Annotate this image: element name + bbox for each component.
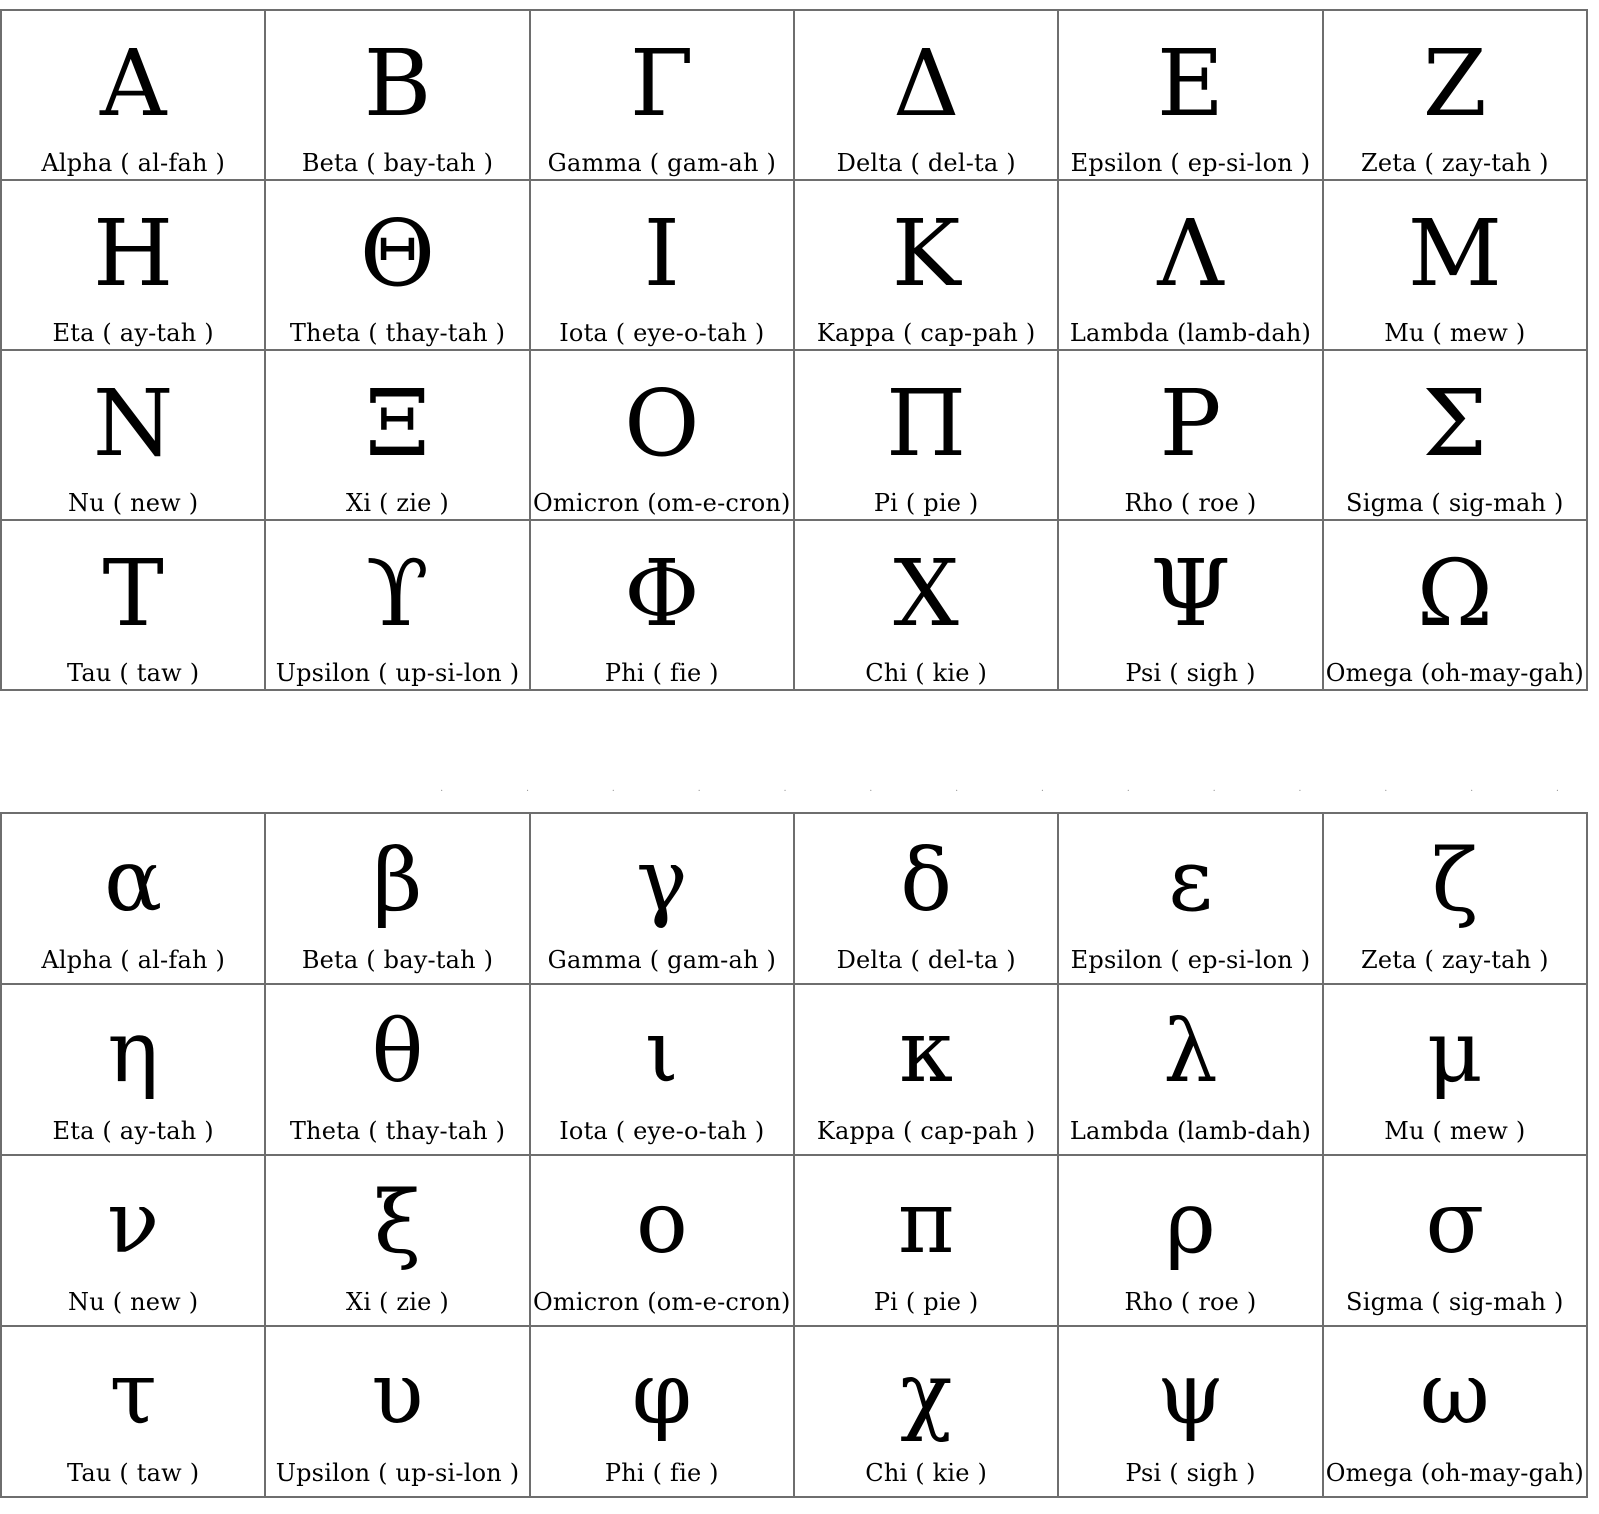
uppercase-letter-name: Epsilon ( ep-si-lon ) xyxy=(1070,149,1311,177)
uppercase-letter-glyph: Ω xyxy=(1416,540,1493,647)
lowercase-letter-cell xyxy=(266,985,530,1156)
uppercase-letter-cell xyxy=(795,11,1059,181)
uppercase-letter-name: Sigma ( sig-mah ) xyxy=(1346,489,1564,517)
uppercase-letter-glyph: Φ xyxy=(624,540,700,647)
lowercase-letter-glyph: τ xyxy=(109,1344,157,1444)
uppercase-letter-name: Xi ( zie ) xyxy=(346,489,449,517)
uppercase-letter-name: Phi ( fie ) xyxy=(604,659,719,687)
lowercase-letter-glyph: γ xyxy=(636,831,688,931)
uppercase-letter-name: Psi ( sigh ) xyxy=(1125,659,1256,687)
lowercase-letter-cell xyxy=(1324,814,1588,985)
uppercase-letter-name: Lambda (lamb-dah) xyxy=(1069,319,1312,347)
lowercase-letter-cell xyxy=(531,1327,795,1498)
lowercase-letter-glyph: υ xyxy=(371,1344,424,1444)
lowercase-letter-cell xyxy=(531,814,795,985)
uppercase-letter-cell xyxy=(1324,11,1588,181)
lowercase-letter-cell xyxy=(795,1327,1059,1498)
lowercase-letter-name: Theta ( thay-tah ) xyxy=(289,1117,506,1145)
uppercase-letter-cell xyxy=(2,181,266,351)
uppercase-letter-glyph: Κ xyxy=(891,200,961,307)
uppercase-letter-name: Zeta ( zay-tah ) xyxy=(1360,149,1549,177)
uppercase-letter-cell xyxy=(795,521,1059,691)
uppercase-letter-glyph: Τ xyxy=(102,540,164,647)
lowercase-letter-glyph: ν xyxy=(107,1173,160,1273)
uppercase-letter-glyph: Δ xyxy=(892,30,960,137)
lowercase-letter-cell xyxy=(1059,1156,1323,1327)
lowercase-letter-glyph: π xyxy=(897,1173,955,1273)
uppercase-letter-glyph: Ρ xyxy=(1159,370,1222,477)
uppercase-letter-glyph: Ζ xyxy=(1422,30,1487,137)
lowercase-letter-glyph: β xyxy=(372,831,423,931)
uppercase-letter-cell xyxy=(1324,521,1588,691)
uppercase-letter-name: Eta ( ay-tah ) xyxy=(52,319,214,347)
uppercase-letter-name: Nu ( new ) xyxy=(68,489,199,517)
lowercase-letter-glyph: ο xyxy=(635,1173,688,1273)
uppercase-letter-cell xyxy=(1324,181,1588,351)
lowercase-letter-cell xyxy=(2,985,266,1156)
uppercase-letter-glyph: Ι xyxy=(643,200,680,307)
uppercase-letter-cell xyxy=(2,521,266,691)
lowercase-letter-name: Gamma ( gam-ah ) xyxy=(547,946,777,974)
lowercase-letter-glyph: ψ xyxy=(1156,1344,1225,1444)
uppercase-letter-name: Upsilon ( up-si-lon ) xyxy=(275,659,520,687)
lowercase-letter-glyph: χ xyxy=(900,1344,953,1444)
uppercase-letter-name: Chi ( kie ) xyxy=(865,659,988,687)
uppercase-letter-cell xyxy=(531,351,795,521)
lowercase-letter-cell xyxy=(1059,814,1323,985)
uppercase-grid xyxy=(2,11,1588,691)
lowercase-letter-glyph: ζ xyxy=(1431,831,1479,931)
uppercase-letter-glyph: Λ xyxy=(1157,200,1224,307)
lowercase-letter-cell xyxy=(2,1156,266,1327)
uppercase-letter-cell xyxy=(795,181,1059,351)
lowercase-letter-cell xyxy=(1324,1327,1588,1498)
lowercase-letter-glyph: σ xyxy=(1425,1173,1485,1273)
lowercase-letter-cell xyxy=(1324,1156,1588,1327)
uppercase-letter-glyph: Α xyxy=(99,30,167,137)
lowercase-letter-name: Phi ( fie ) xyxy=(604,1459,719,1487)
uppercase-letter-name: Alpha ( al-fah ) xyxy=(41,149,226,177)
lowercase-letter-glyph: α xyxy=(104,831,163,931)
lowercase-letters-table xyxy=(0,812,1588,1498)
uppercase-letter-cell xyxy=(266,181,530,351)
lowercase-letter-name: Lambda (lamb-dah) xyxy=(1069,1117,1312,1145)
uppercase-letter-glyph: Η xyxy=(93,200,174,307)
lowercase-letter-glyph: φ xyxy=(631,1344,692,1444)
lowercase-letter-glyph: μ xyxy=(1426,1002,1483,1102)
lowercase-letter-name: Epsilon ( ep-si-lon ) xyxy=(1070,946,1311,974)
uppercase-letter-cell xyxy=(1059,11,1323,181)
lowercase-letter-glyph: η xyxy=(107,1002,159,1102)
lowercase-letter-glyph: ρ xyxy=(1165,1173,1216,1273)
uppercase-letter-cell xyxy=(531,181,795,351)
lowercase-letter-name: Sigma ( sig-mah ) xyxy=(1346,1288,1564,1316)
lowercase-letter-cell xyxy=(531,1156,795,1327)
uppercase-letter-name: Delta ( del-ta ) xyxy=(836,149,1016,177)
uppercase-letter-name: Omicron (om-e-cron) xyxy=(533,489,791,517)
uppercase-letter-name: Iota ( eye-o-tah ) xyxy=(559,319,765,347)
lowercase-letter-name: Iota ( eye-o-tah ) xyxy=(559,1117,765,1145)
lowercase-letter-cell xyxy=(2,1327,266,1498)
uppercase-letter-glyph: Ε xyxy=(1156,30,1225,137)
lowercase-letter-cell xyxy=(266,814,530,985)
uppercase-letter-name: Rho ( roe ) xyxy=(1124,489,1257,517)
uppercase-letter-name: Theta ( thay-tah ) xyxy=(289,319,506,347)
lowercase-letter-glyph: θ xyxy=(371,1002,424,1102)
lowercase-letter-glyph: δ xyxy=(900,831,953,931)
uppercase-letter-glyph: Χ xyxy=(893,540,959,647)
lowercase-letter-name: Delta ( del-ta ) xyxy=(836,946,1016,974)
uppercase-letter-cell xyxy=(1059,351,1323,521)
uppercase-letter-glyph: Σ xyxy=(1422,370,1488,477)
lowercase-letter-cell xyxy=(266,1327,530,1498)
lowercase-letter-name: Alpha ( al-fah ) xyxy=(41,946,226,974)
uppercase-letter-glyph: Θ xyxy=(359,200,436,307)
lowercase-letter-glyph: ξ xyxy=(373,1173,422,1273)
lowercase-letter-cell xyxy=(1059,1327,1323,1498)
lowercase-grid xyxy=(2,814,1588,1498)
uppercase-letter-cell xyxy=(1059,181,1323,351)
lowercase-letter-name: Tau ( taw ) xyxy=(67,1459,200,1487)
lowercase-letter-name: Beta ( bay-tah ) xyxy=(301,946,494,974)
lowercase-letter-cell xyxy=(2,814,266,985)
lowercase-letter-glyph: ω xyxy=(1419,1344,1490,1444)
uppercase-letter-glyph: Β xyxy=(363,30,432,137)
uppercase-letter-cell xyxy=(1059,521,1323,691)
lowercase-letter-name: Upsilon ( up-si-lon ) xyxy=(275,1459,520,1487)
lowercase-letter-name: Kappa ( cap-pah ) xyxy=(816,1117,1036,1145)
lowercase-letter-cell xyxy=(1059,985,1323,1156)
uppercase-letter-glyph: Ν xyxy=(92,370,174,477)
lowercase-letter-name: Psi ( sigh ) xyxy=(1125,1459,1256,1487)
lowercase-letter-name: Zeta ( zay-tah ) xyxy=(1360,946,1549,974)
uppercase-letter-name: Mu ( mew ) xyxy=(1384,319,1526,347)
lowercase-letter-glyph: ε xyxy=(1168,831,1213,931)
uppercase-letter-cell xyxy=(2,351,266,521)
uppercase-letter-cell xyxy=(266,351,530,521)
uppercase-letter-glyph: Μ xyxy=(1407,200,1502,307)
uppercase-letter-cell xyxy=(2,11,266,181)
lowercase-letter-glyph: κ xyxy=(899,1002,954,1102)
lowercase-letter-cell xyxy=(795,814,1059,985)
uppercase-letter-cell xyxy=(266,11,530,181)
lowercase-letter-name: Omega (oh-may-gah) xyxy=(1325,1459,1584,1487)
uppercase-letter-name: Tau ( taw ) xyxy=(67,659,200,687)
uppercase-letter-name: Pi ( pie ) xyxy=(873,489,979,517)
uppercase-letter-glyph: Γ xyxy=(629,30,694,137)
uppercase-letter-glyph: ϒ xyxy=(365,540,430,647)
uppercase-letters-table xyxy=(0,9,1588,691)
lowercase-letter-name: Eta ( ay-tah ) xyxy=(52,1117,214,1145)
lowercase-letter-cell xyxy=(795,985,1059,1156)
lowercase-letter-name: Xi ( zie ) xyxy=(346,1288,449,1316)
uppercase-letter-cell xyxy=(266,521,530,691)
lowercase-letter-cell xyxy=(531,985,795,1156)
lowercase-letter-name: Chi ( kie ) xyxy=(865,1459,988,1487)
lowercase-letter-cell xyxy=(266,1156,530,1327)
uppercase-letter-glyph: Ξ xyxy=(365,370,430,477)
lowercase-letter-cell xyxy=(795,1156,1059,1327)
lowercase-letter-name: Mu ( mew ) xyxy=(1384,1117,1526,1145)
lowercase-letter-glyph: λ xyxy=(1163,1002,1218,1102)
uppercase-letter-name: Omega (oh-may-gah) xyxy=(1325,659,1584,687)
uppercase-letter-cell xyxy=(795,351,1059,521)
uppercase-letter-cell xyxy=(1324,351,1588,521)
uppercase-letter-glyph: Ψ xyxy=(1150,540,1231,647)
lowercase-letter-name: Omicron (om-e-cron) xyxy=(533,1288,791,1316)
lowercase-letter-name: Pi ( pie ) xyxy=(873,1288,979,1316)
uppercase-letter-name: Beta ( bay-tah ) xyxy=(301,149,494,177)
uppercase-letter-name: Kappa ( cap-pah ) xyxy=(816,319,1036,347)
uppercase-letter-cell xyxy=(531,521,795,691)
lowercase-letter-name: Nu ( new ) xyxy=(68,1288,199,1316)
uppercase-letter-glyph: Ο xyxy=(624,370,700,477)
uppercase-letter-cell xyxy=(531,11,795,181)
lowercase-letter-glyph: ι xyxy=(644,1002,679,1102)
lowercase-letter-name: Rho ( roe ) xyxy=(1124,1288,1257,1316)
uppercase-letter-glyph: Π xyxy=(886,370,967,477)
uppercase-letter-name: Gamma ( gam-ah ) xyxy=(547,149,777,177)
faint-artifact-line: · · · · · · · · · · · · · · xyxy=(440,786,1599,797)
lowercase-letter-cell xyxy=(1324,985,1588,1156)
